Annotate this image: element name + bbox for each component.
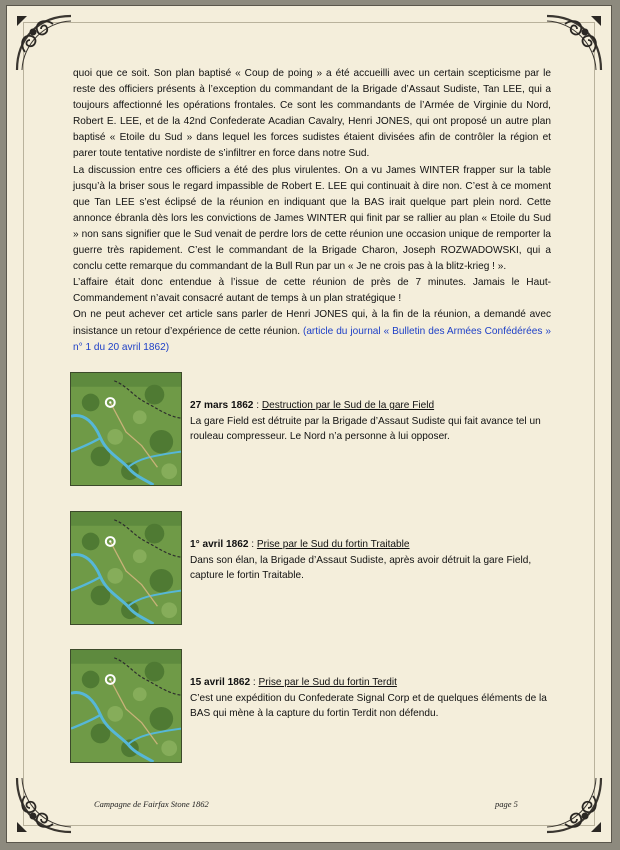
article-closing-text: On ne peut achever cet article sans parler de Henri JONES qui, à la fin de la réunion, a demandé avec insistance un retour d’expérience de cette réunion. [73, 309, 551, 337]
battle-map-thumbnail-icon [70, 372, 182, 486]
article-paragraph: quoi que ce soit. Son plan baptisé « Coup de poing » a été accueilli avec un certain scepticisme par le reste des officiers présents à l’exception du commandant de la Brigade d’Assaut Sudiste, Tan LEE, qui a toujours affectionné les opérations frontales. Ce sont les commandants de l’Armée de Virginie du Nord, Robert E. LEE, et de la 42nd Confederate Acadian Cavalry, Henri JONES, qui ont proposé un autre plan baptisé « Etoile du Sud » dans lequel les forces sudistes étaient divisées afin de contrôler la région et parer toute tentative nordiste de s’infiltrer en force dans notre Sud. [73, 68, 551, 160]
article-paragraph: L’affaire était donc entendue à l’issue de cette réunion de près de 7 minutes. Jamais le Haut-Commandement n’avait consacré autant de temps à un plan stratégique ! [73, 277, 551, 305]
event-date: 27 mars 1862 [190, 400, 254, 411]
event-separator: : [248, 539, 257, 550]
event-date: 15 avril 1862 [190, 677, 251, 688]
event-title: Prise par le Sud du fortin Terdit [258, 677, 397, 688]
event-text [190, 675, 550, 722]
footer-campaign-title: Campagne de Fairfax Stone 1862 [94, 799, 209, 809]
event-description: C’est une expédition du Confederate Signal Corp et de quelques éléments de la BAS qui mène à la capture du fortin Terdit non défendu. [190, 692, 547, 719]
event-entry [70, 372, 550, 488]
corner-ornament-icon [543, 774, 605, 836]
event-separator: : [250, 677, 259, 688]
event-entry [70, 511, 550, 627]
footer-page-number: page 5 [495, 799, 518, 809]
article-citation: (article du journal « Bulletin des Armées Confédérées » n° 1 du 20 avril 1862) [73, 325, 551, 353]
event-title: Destruction par le Sud de la gare Field [261, 400, 435, 411]
battle-map-thumbnail-icon [70, 649, 182, 763]
event-text [190, 398, 550, 445]
event-text [190, 537, 550, 584]
event-description: La gare Field est détruite par la Brigade d’Assaut Sudiste qui fait avance tel un rouleau compresseur. Le Nord n’a personne à lui opposer. [190, 415, 541, 442]
event-date: 1° avril 1862 [190, 539, 249, 550]
event-title: Prise par le Sud du fortin Traitable [256, 539, 410, 550]
event-description: Dans son élan, la Brigade d’Assaut Sudiste, après avoir détruit la gare Field, capture le fortin Traitable. [190, 554, 532, 581]
event-entry [70, 649, 550, 765]
corner-ornament-icon [13, 774, 75, 836]
corner-ornament-icon [543, 12, 605, 74]
article-paragraph: La discussion entre ces officiers a été des plus virulentes. On a vu James WINTER frapper sur la table jusqu’à la briser sous le regard impassible de Robert E. LEE qui continuait à dire non. C’est à ce moment que Tan LEE s’est éclipsé de la réunion en indiquant que la BAS irait quelque part plein nord. Cette annonce ébranla dès lors les convictions de James WINTER qui finit par se rallier au plan « Etoile du Sud » non sans signifier que le Sud venait de perdre lors de cette réunion une occasion unique de remporter la guerre très rapidement. C’est le commandant de la Brigade Charon, Joseph ROZWADOWSKI, qui a conclu cette remarque du commandant de la Bull Run par un « Je ne crois pas à la blitz-krieg ! ». [73, 164, 551, 273]
battle-map-thumbnail-icon [70, 511, 182, 625]
corner-ornament-icon [13, 12, 75, 74]
article-paragraph [73, 307, 551, 355]
event-separator: : [253, 400, 262, 411]
article-body [73, 66, 551, 356]
